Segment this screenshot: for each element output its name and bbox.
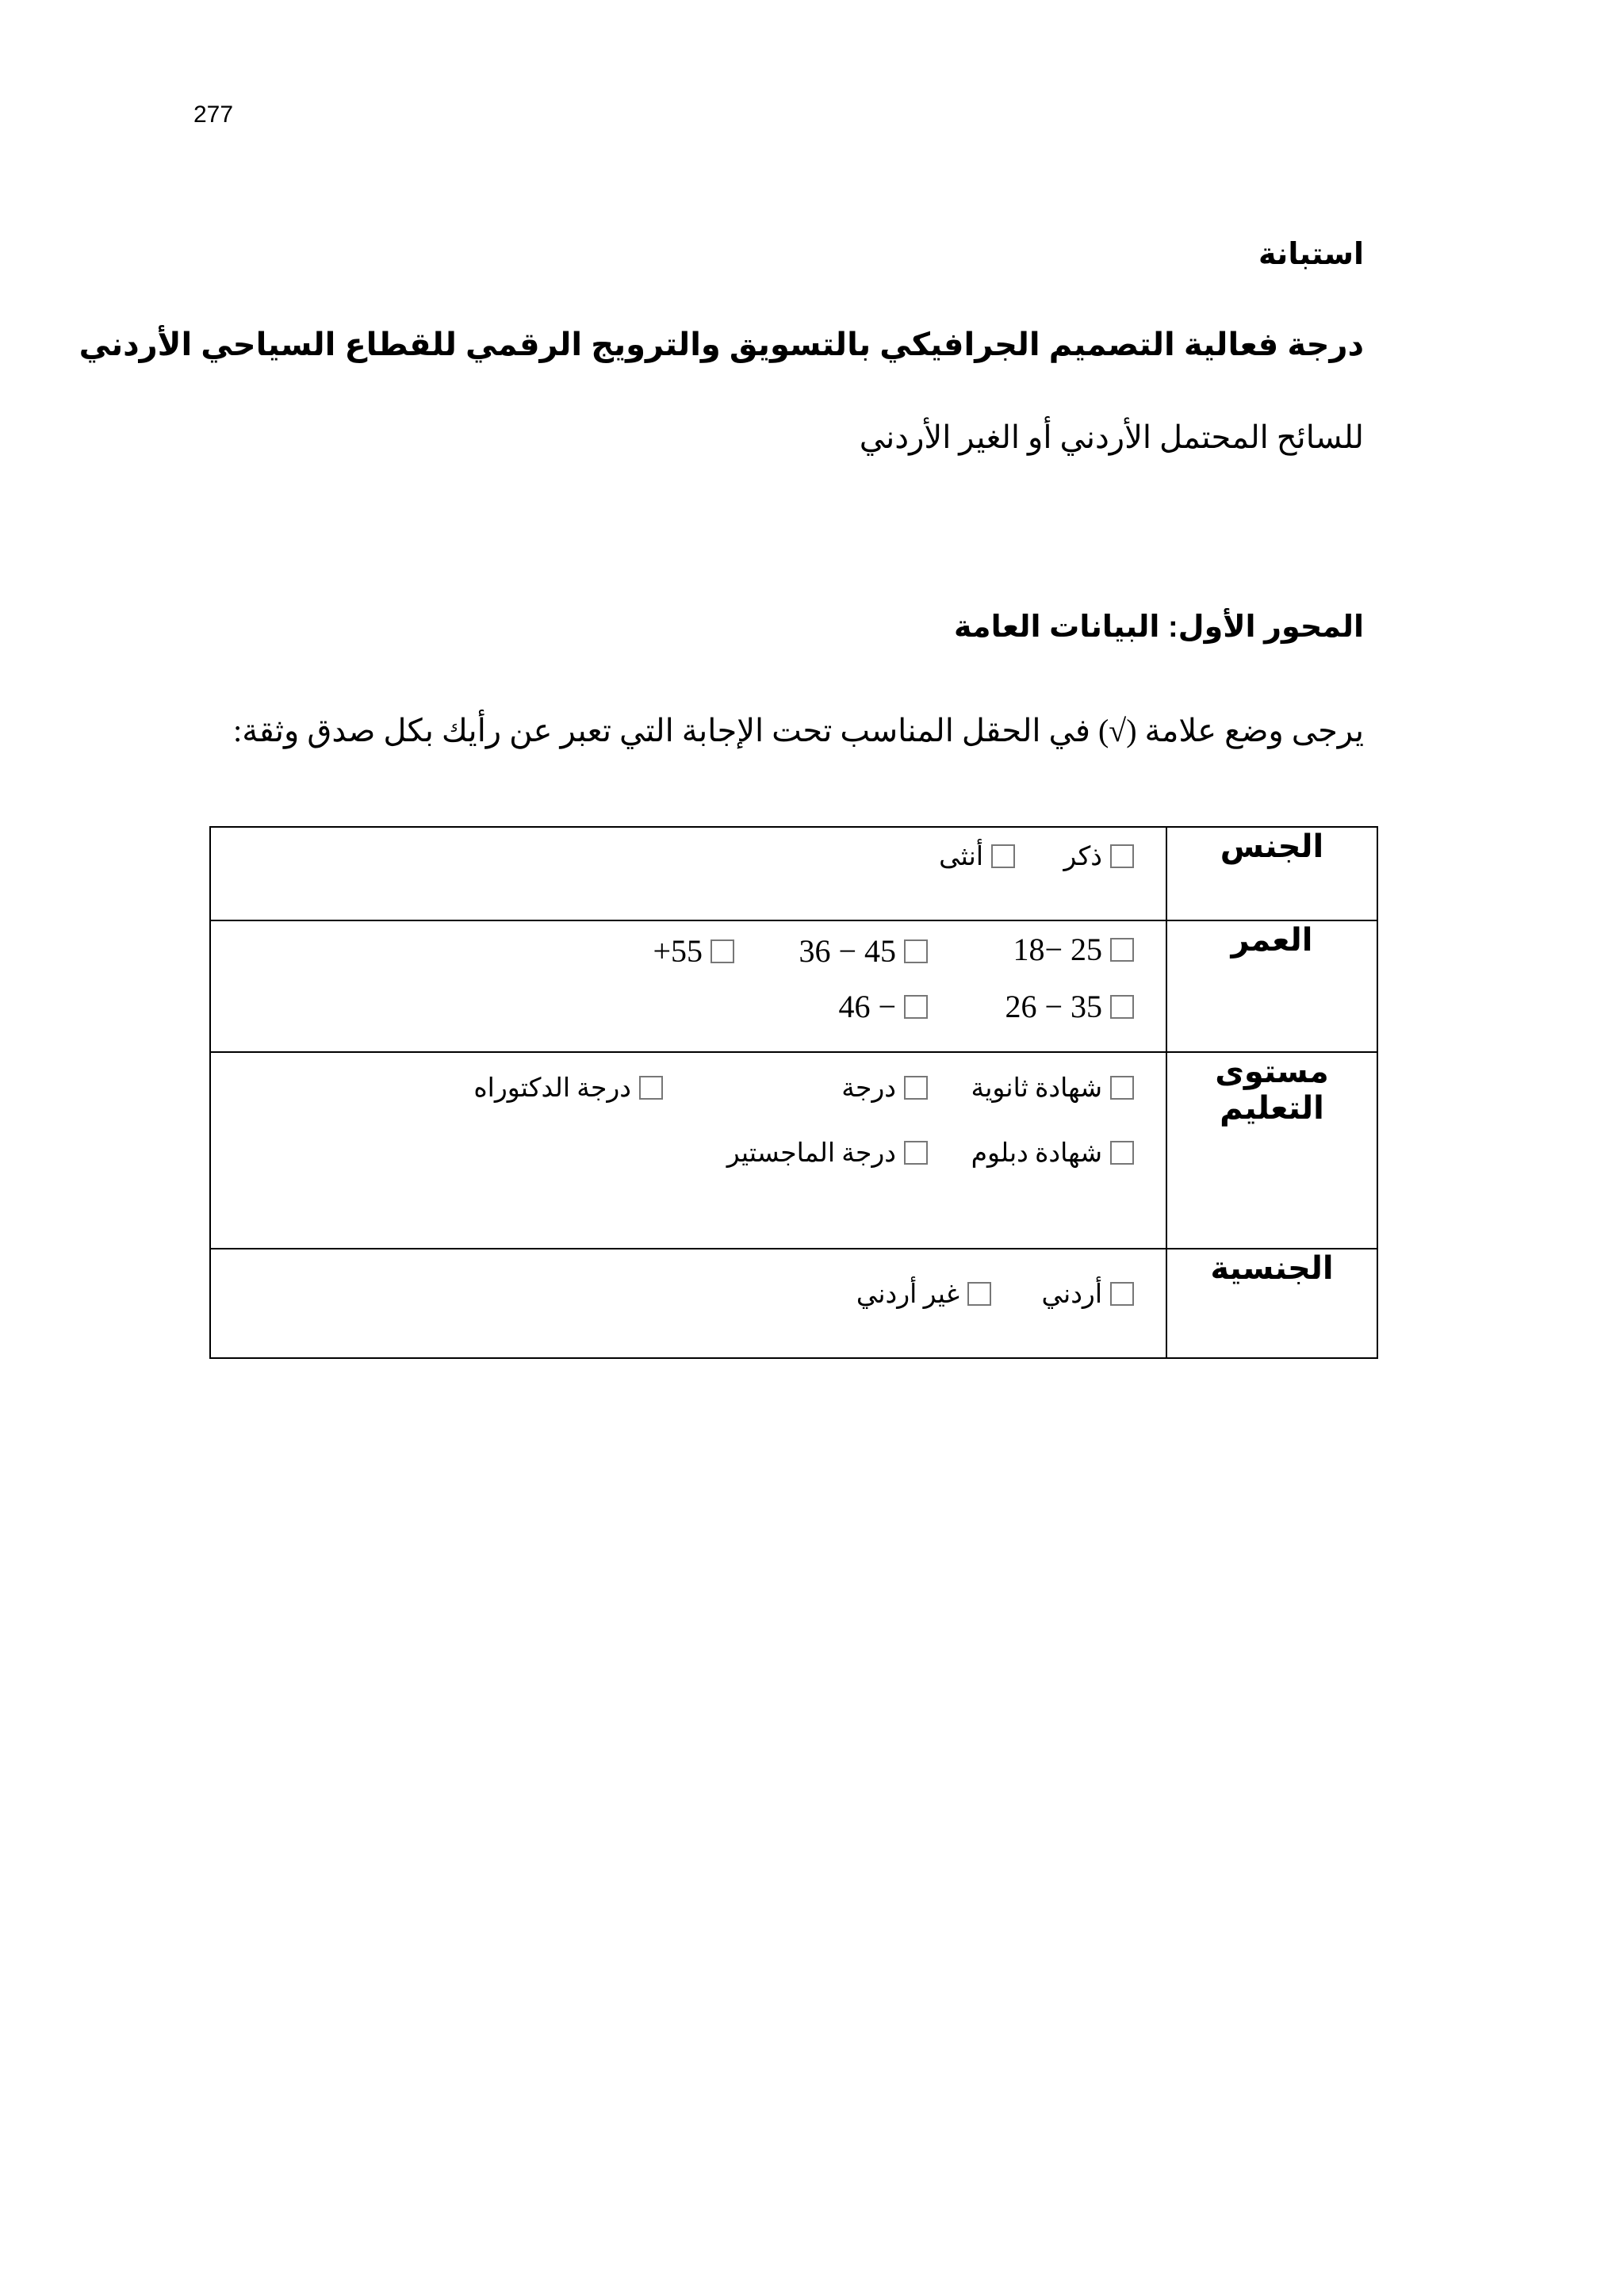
option-label: درجة — [841, 1074, 896, 1103]
option-label: +55 — [653, 933, 703, 969]
option-label: شهادة ثانوية — [971, 1074, 1102, 1103]
option-label: 26 − 35 — [1005, 989, 1102, 1024]
checkbox[interactable] — [1110, 1141, 1134, 1165]
age-option-26-35[interactable] — [1005, 988, 1134, 1025]
education-option-secondary[interactable] — [971, 1072, 1135, 1104]
education-options-cell — [210, 1052, 1166, 1249]
option-label: أنثى — [939, 843, 983, 871]
nationality-label: الجنسية — [1166, 1249, 1377, 1358]
checkbox[interactable] — [967, 1282, 991, 1306]
gender-label: الجنس — [1166, 827, 1377, 920]
option-label: درجة الماجستير — [726, 1139, 896, 1168]
checkbox[interactable] — [1110, 938, 1134, 962]
checkbox[interactable] — [904, 1141, 928, 1165]
checkbox[interactable] — [904, 939, 928, 963]
checkbox[interactable] — [1110, 995, 1134, 1019]
table-row-age — [210, 920, 1377, 1052]
checkbox[interactable] — [991, 844, 1015, 868]
checkbox[interactable] — [904, 1076, 928, 1100]
checkbox[interactable] — [710, 939, 734, 963]
education-label: مستوى التعليم — [1166, 1052, 1377, 1249]
option-label: درجة الدكتوراه — [473, 1074, 631, 1103]
page-number: 277 — [193, 101, 234, 128]
checkbox[interactable] — [1110, 844, 1134, 868]
nationality-option-jordanian[interactable] — [1042, 1278, 1135, 1310]
table-row-gender — [210, 827, 1377, 920]
general-info-table — [209, 826, 1378, 1359]
instruction-text: يرجى وضع علامة (√) في الحقل المناسب تحت الإجابة التي تعبر عن رأيك بكل صدق وثقة: — [233, 713, 1364, 748]
age-options-cell — [210, 920, 1166, 1052]
education-option-doctorate[interactable] — [473, 1072, 663, 1104]
gender-options-cell — [210, 827, 1166, 920]
checkbox[interactable] — [1110, 1282, 1134, 1306]
education-option-diploma[interactable] — [971, 1137, 1134, 1169]
education-option-masters[interactable] — [727, 1137, 928, 1169]
gender-option-female[interactable] — [939, 840, 1015, 872]
checkbox[interactable] — [904, 995, 928, 1019]
nationality-option-non-jordanian[interactable] — [856, 1278, 991, 1310]
survey-subtitle: للسائح المحتمل الأردني أو الغير الأردني — [859, 419, 1364, 455]
education-option-degree[interactable] — [841, 1072, 928, 1104]
survey-label: استبانة — [1258, 238, 1364, 271]
table-row-education — [210, 1052, 1377, 1249]
age-option-36-45[interactable] — [799, 932, 928, 970]
nationality-options-cell — [210, 1249, 1166, 1358]
gender-option-male[interactable] — [1063, 840, 1134, 872]
option-label: أردني — [1041, 1280, 1102, 1309]
option-label: 18− 25 — [1013, 932, 1102, 967]
table-row-nationality — [210, 1249, 1377, 1358]
age-option-46[interactable] — [838, 988, 928, 1025]
checkbox[interactable] — [1110, 1076, 1134, 1100]
option-label: غير أردني — [856, 1280, 959, 1309]
age-option-18-25[interactable] — [1013, 931, 1134, 968]
age-label: العمر — [1166, 920, 1377, 1052]
age-option-55-plus[interactable] — [653, 932, 734, 970]
option-label: شهادة دبلوم — [971, 1139, 1102, 1168]
section-title: المحور الأول: البيانات العامة — [954, 610, 1364, 644]
survey-title: درجة فعالية التصميم الجرافيكي بالتسويق والترويج الرقمي للقطاع السياحي الأردني — [79, 327, 1364, 362]
option-label: 46 − — [838, 989, 896, 1024]
option-label: 36 − 45 — [799, 933, 896, 969]
option-label: ذكر — [1063, 843, 1102, 871]
checkbox[interactable] — [639, 1076, 663, 1100]
